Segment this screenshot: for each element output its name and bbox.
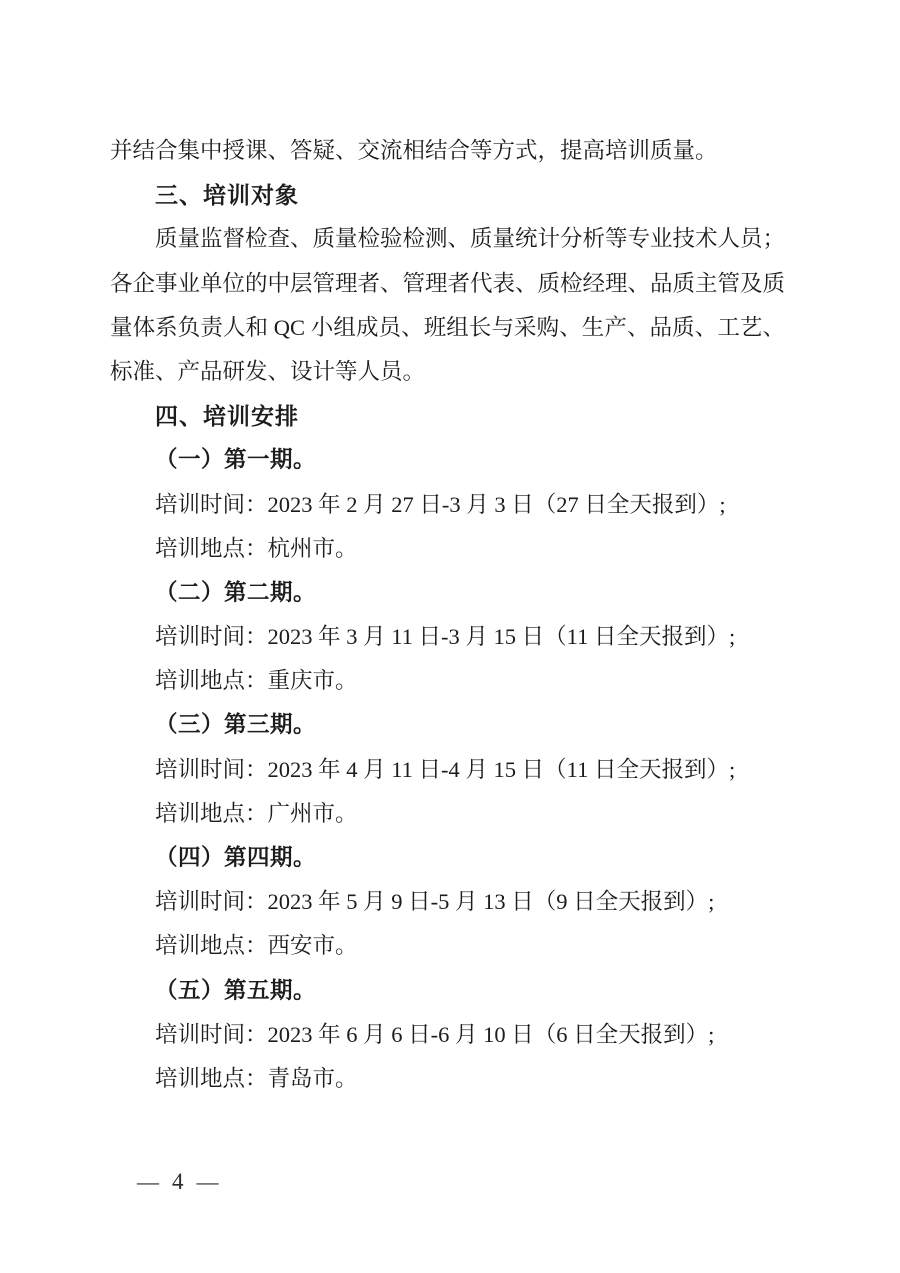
session-location: 培训地点：杭州市。 (155, 535, 358, 561)
session-time: 培训时间：2023 年 2 月 27 日-3 月 3 日（27 日全天报到）; (155, 491, 726, 517)
session-location: 培训地点：青岛市。 (155, 1065, 358, 1091)
footer-page-number: 4 (172, 1169, 185, 1194)
session-time: 培训时间：2023 年 3 月 11 日-3 月 15 日（11 日全天报到）; (155, 624, 736, 650)
session-title: （五）第五期。 (155, 977, 317, 1003)
session-location: 培训地点：西安市。 (155, 933, 358, 959)
training-targets-line: 各企事业单位的中层管理者、管理者代表、质检经理、品质主管及质 (110, 270, 786, 296)
footer-dash-right: — (196, 1169, 220, 1194)
session-location: 培训地点：广州市。 (155, 800, 358, 826)
training-targets-line: 标准、产品研发、设计等人员。 (110, 358, 426, 384)
footer-dash-left: — (137, 1169, 160, 1194)
paragraph-continuation-line: 并结合集中授课、答疑、交流相结合等方式，提高培训质量。 (110, 138, 718, 163)
section-heading-training-schedule: 四、培训安排 (155, 403, 299, 430)
page-number (137, 1169, 220, 1195)
session-title: （一）第一期。 (155, 447, 317, 473)
session-location: 培训地点：重庆市。 (155, 668, 358, 694)
training-targets-line: 量体系负责人和 QC 小组成员、班组长与采购、生产、品质、工艺、 (110, 314, 785, 340)
session-title: （四）第四期。 (155, 845, 317, 870)
document-body (110, 129, 785, 1101)
session-title: （二）第二期。 (155, 579, 317, 605)
training-targets-line: 质量监督检查、质量检验检测、质量统计分析等专业技术人员； (155, 226, 786, 252)
section-heading-training-targets: 三、培训对象 (155, 182, 299, 209)
session-time: 培训时间：2023 年 4 月 11 日-4 月 15 日（11 日全天报到）; (155, 756, 736, 782)
session-time: 培训时间：2023 年 6 月 6 日-6 月 10 日（6 日全天报到）; (155, 1021, 715, 1047)
session-time: 培训时间：2023 年 5 月 9 日-5 月 13 日（9 日全天报到）; (155, 889, 715, 915)
session-title: （三）第三期。 (155, 712, 317, 738)
